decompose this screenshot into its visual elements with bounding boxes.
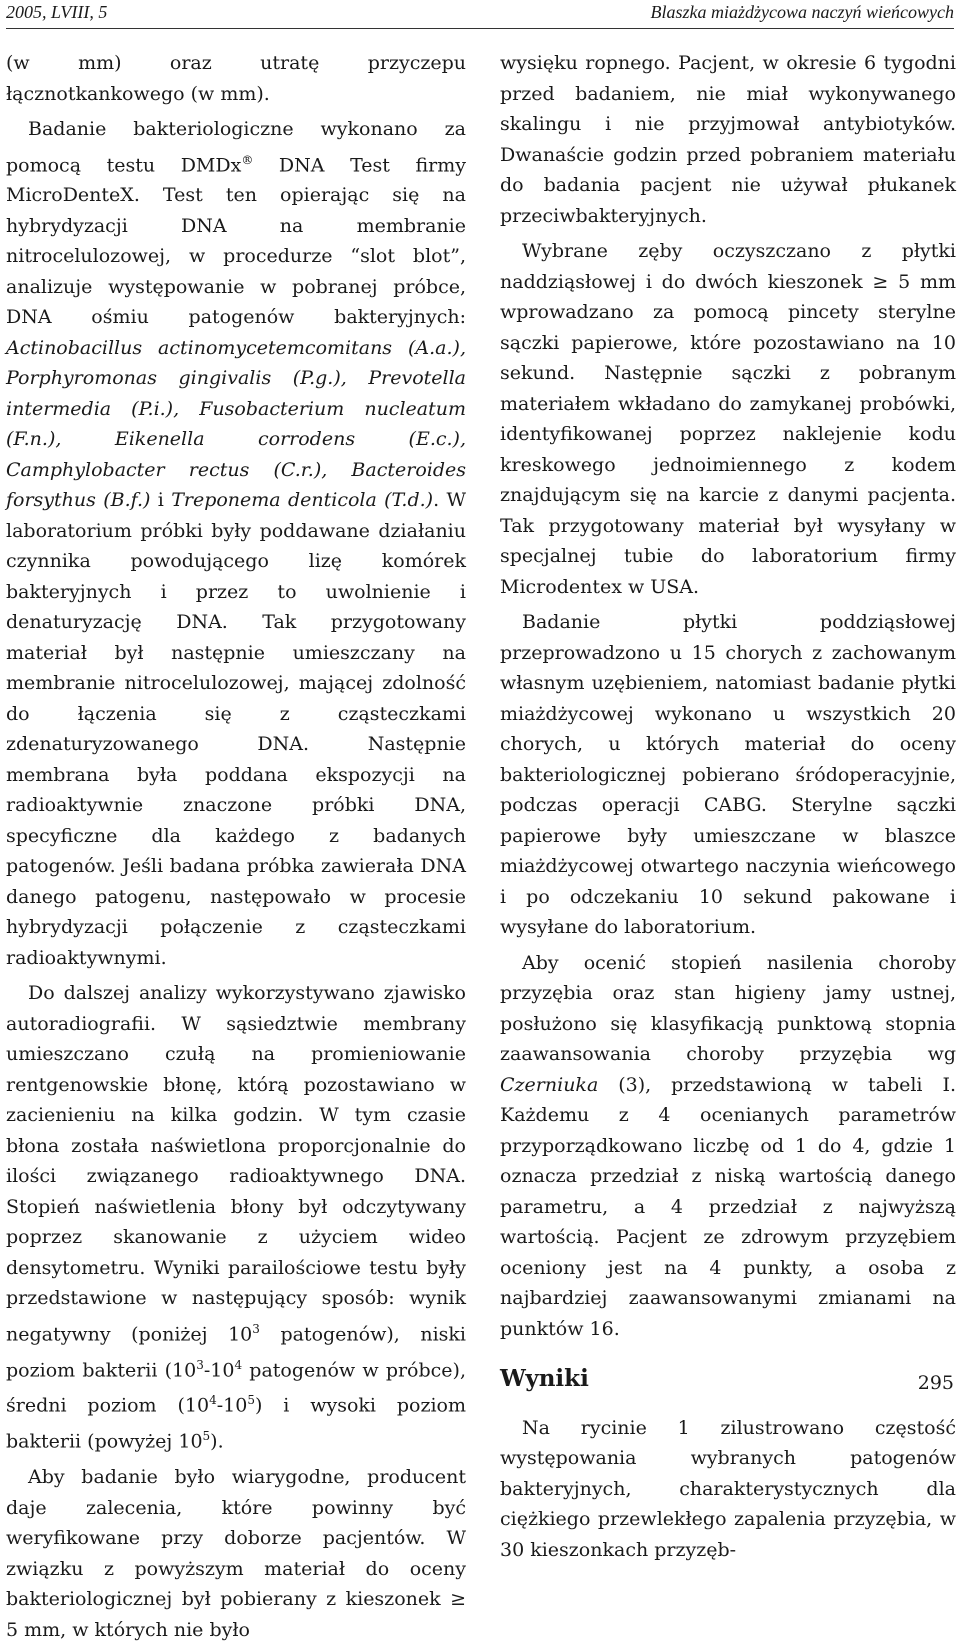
paragraph: Wybrane zęby oczyszczano z płytki naddziąsłowej i do dwóch kieszonek ≥ 5 mm wprowadzano za pomocą pincety sterylne sączki papierowe, które pozostawiano na 10 sekund. Następnie sączki z pobranym materiałem wkładano do zamykanej probówki, identyfikowanej poprzez naklejenie kodu kreskowego jednoimiennego z kodem znajdującym się na karcie z danymi pacjenta. Tak przygotowany materiał był wysyłany w specjalnej tubie do laboratorium firmy Microdentex w USA. (500, 240, 956, 598)
paragraph: (w mm) oraz utratę przyczepu łącznotkankowego (w mm). (6, 52, 466, 105)
paragraph: Aby badanie było wiarygodne, producent daje zalecenia, które powinny być weryfikowane przy doborze pacjentów. W związku z powyższym materiał do oceny bakteriologicznej był pobierany z kieszonek ≥ 5 mm, w których nie było (6, 1466, 466, 1641)
species-name: Treponema denticola (T.d.) (171, 489, 434, 512)
paragraph: Na rycinie 1 zilustrowano częstość występowania wybranych patogenów bakteryjnych, charakterystycznych dla ciężkiego przewlekłego zapalenia przyzębia, w 30 kieszonkach przyzęb- (500, 1416, 956, 1561)
paragraph: Aby ocenić stopień nasilenia choroby przyzębia oraz stan higieny jamy ustnej, posłużono się klasyfikacją punktową stopnia zaawansowania choroby przyzębia wg Czerniuka (3), przedstawioną w tabeli I. Każdemu z 4 ocenianych parametrów przyporządkowano liczbę od 1 do 4, gdzie 1 oznacza przedział z niską wartością danego parametru, a 4 przedział z najwyższą wartością. Pacjent ze zdrowym przyzębiem oceniony jest na 4 punkty, a osoba z najbardziej zaawansowanymi zmianami na punktów 16. (500, 951, 956, 1340)
paragraph: Badanie bakteriologiczne wykonano za pomocą testu DMDx® DNA Test firmy MicroDenteX. Test ten opierając się na hybrydyzacji DNA na membranie nitrocelulozowej, w procedurze “slot blot”, analizuje występowanie w pobranej próbce, DNA ośmiu patogenów bakteryjnych: Actinobacillus actinomycetemcomitans (A.a.), Porphyromonas gingivalis (P.g.), Prevotella intermedia (P.i.), Fusobacterium nucleatum (F.n.), Eikenella corrodens (E.c.), Camphylobacter rectus (C.r.), Bacteroides forsythus (B.f.) i Treponema denticola (T.d.). W laboratorium próbki były poddawane działaniu czynnika powodującego lizę komórek bakteryjnych i przez to uwolnienie i denaturyzację DNA. Tak przygotowany materiał był następnie umieszczany na membranie nitrocelulozowej, mającej zdolność do łączenia się z cząsteczkami zdenaturyzowanego DNA. Następnie membrana była poddana ekspozycji na radioaktywnie znaczone próbki DNA, specyficzne dla każdego z badanych patogenów. Jeśli badana próbka zawierała DNA danego patogenu, następowało w procesie hybrydyzacji połączenie z cząsteczkami radioaktywnymi. (6, 118, 466, 969)
running-header (6, 0, 954, 29)
section-heading: Wyniki (500, 1365, 589, 1392)
paragraph: Do dalszej analizy wykorzystywano zjawisko autoradiografii. W sąsiedztwie membrany umieszczano czułą na promieniowanie rentgenowskie błonę, którą pozostawiano w zacienieniu na kilka godzin. W tym czasie błona została naświetlona proporcjonalnie do ilości związanego radioaktywnego DNA. Stopień naświetlenia błony był odczytywany poprzez skanowanie z użyciem wideo densytometru. Wyniki parailościowe testu były przedstawione w następujący sposób: wynik negatywny (poniżej $10^3$ patogenów), niski poziom bakterii ($10^3-10^4$ patogenów w próbce), średni poziom $(10^4-10^5)$ i wysoki poziom bakterii (powyżej $10^5$). (6, 982, 467, 1453)
journal-citation: 2005, LVIII, 5 (6, 2, 108, 22)
paragraph: Badanie płytki poddziąsłowej przeprowadzono u 15 chorych z zachowanym własnym uzębieniem, natomiast badanie płytki miażdżycowej wykonano u wszystkich 20 chorych, u których materiał do oceny bakteriologicznej pobierano śródoperacyjnie, podczas operacji CABG. Sterylne sączki papierowe były umieszczane w blaszce miażdżycowej otwartego naczynia wieńcowego i po odczekaniu 10 sekund pakowane i wysyłane do laboratorium. (500, 611, 956, 938)
right-column (500, 48, 956, 1570)
paragraph: wysięku ropnego. Pacjent, w okresie 6 tygodni przed badaniem, nie miał wykonywanego skalingu i nie przyjmował antybiotyków. Dwanaście godzin przed pobraniem materiału do badania pacjent nie używał płukanek przeciwbakteryjnych. (500, 52, 956, 227)
author-name: Czerniuka (500, 1073, 599, 1096)
left-column (6, 48, 466, 1650)
article-short-title: Blaszka miażdżycowa naczyń wieńcowych (650, 2, 954, 22)
page-number: 295 (917, 1372, 954, 1394)
species-list: Actinobacillus actinomycetemcomitans (A.a.), Porphyromonas gingivalis (P.g.), Prevotella intermedia (P.i.), Fusobacterium nucleatum (F.n.), Eikenella corrodens (E.c.), Camphylobacter rectus (C.r.), Bacteroides forsythus (B.f.) (6, 336, 466, 512)
